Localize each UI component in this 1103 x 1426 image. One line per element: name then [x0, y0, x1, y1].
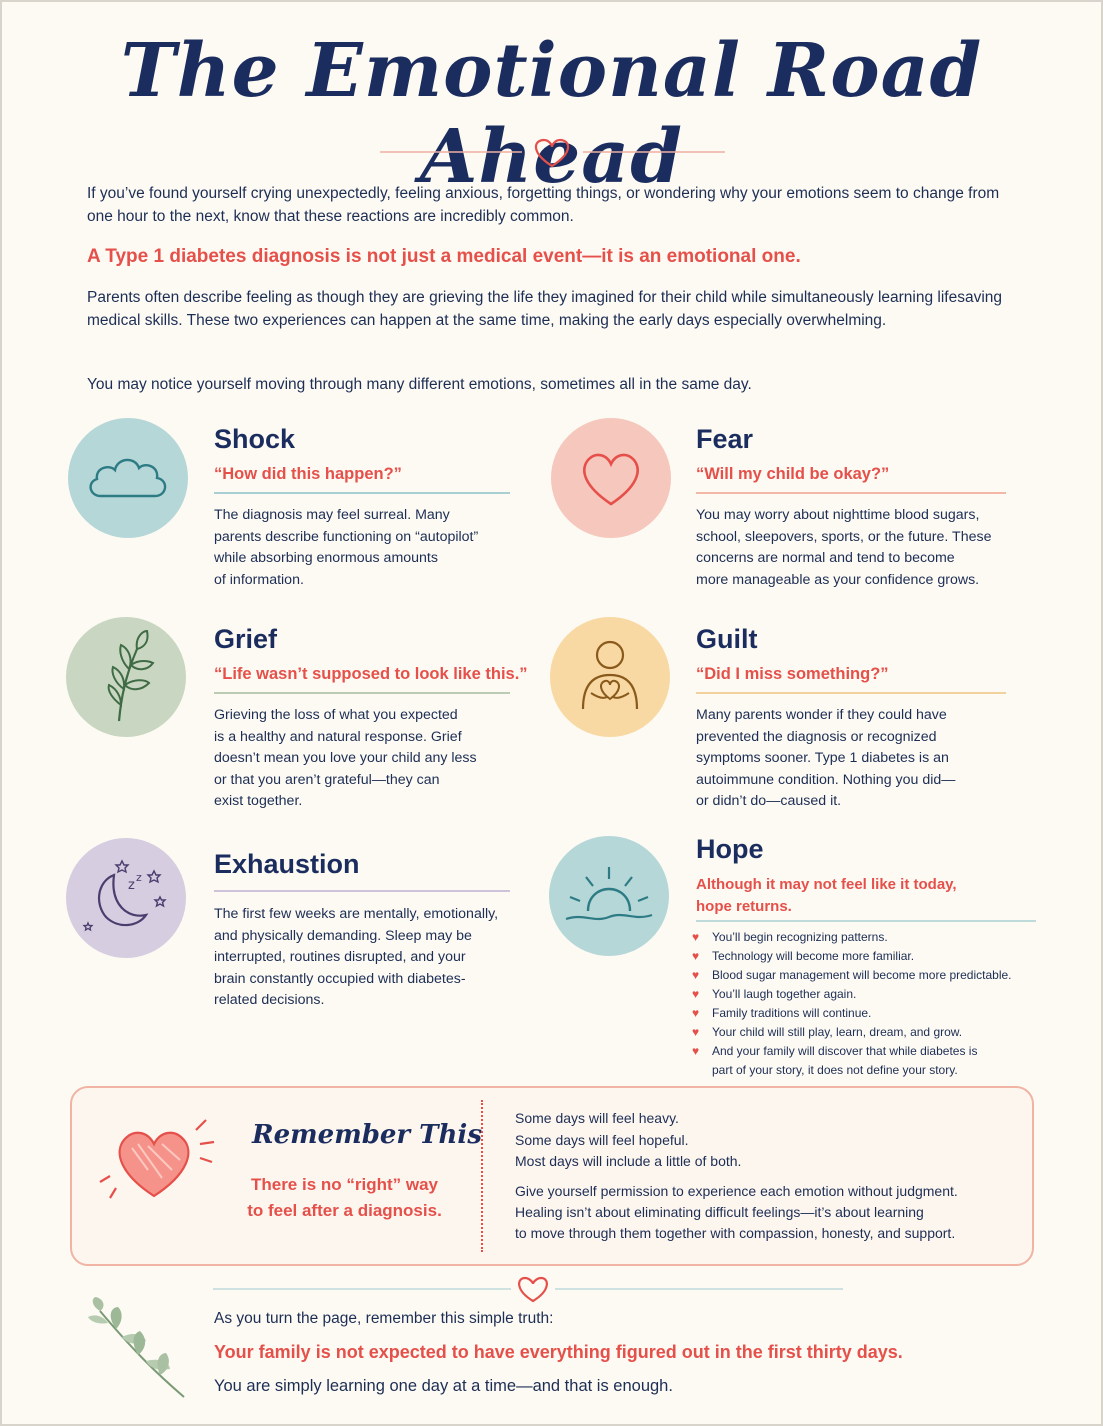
heart-bullet-icon: ♥	[692, 1044, 700, 1058]
remember-lines: Some days will feel heavy. Some days will feel hopeful. Most days will include a little of both.	[515, 1110, 742, 1169]
intro-paragraph-3: You may notice yourself moving through many different emotions, sometimes all in the same day.	[87, 376, 752, 393]
fear-quote: “Will my child be okay?”	[696, 465, 890, 483]
intro-highlight: A Type 1 diabetes diagnosis is not just a medical event—it is an emotional one.	[87, 246, 801, 267]
heart-bullet-icon: ♥	[692, 1025, 700, 1039]
shock-body: The diagnosis may feel surreal. Many parents describe functioning on “autopilot” while absorbing enormous amounts of information.	[214, 507, 479, 588]
shock-title: Shock	[214, 424, 296, 454]
shock-rule	[214, 492, 510, 494]
heart-illustration-icon	[92, 1108, 222, 1208]
hope-title: Hope	[696, 834, 764, 864]
fear-rule	[696, 492, 1006, 494]
guilt-body: Many parents wonder if they could have prevented the diagnosis or recognized symptoms sooner. Type 1 diabetes is an autoimmune condition. Nothing you did— or didn’t do—caused it.	[696, 707, 956, 809]
list-item: ♥ Your child will still play, learn, dream, and grow.	[692, 1023, 1052, 1042]
grief-rule	[214, 692, 510, 694]
exhaustion-rule	[214, 890, 510, 892]
bottom-heart-divider	[213, 1273, 843, 1305]
grief-title: Grief	[214, 624, 278, 654]
closing-highlight: Your family is not expected to have everything figured out in the first thirty days.	[214, 1342, 903, 1362]
guilt-quote: “Did I miss something?”	[696, 665, 889, 683]
exhaustion-title: Exhaustion	[214, 849, 360, 879]
heart-bullet-icon: ♥	[692, 987, 700, 1001]
leaf-branch-icon	[86, 1295, 196, 1400]
remember-divider	[481, 1100, 483, 1252]
moon-stars-icon	[76, 853, 176, 943]
closing-intro: As you turn the page, remember this simple truth:	[214, 1310, 554, 1327]
heart-icon	[576, 446, 646, 510]
guilt-circle	[550, 617, 670, 737]
heart-bullet-icon: ♥	[692, 949, 700, 963]
hope-circle	[549, 836, 669, 956]
fear-title: Fear	[696, 424, 754, 454]
grief-circle	[66, 617, 186, 737]
grief-body: Grieving the loss of what you expected is a healthy and natural response. Grief doesn’t mean you love your child any less or that you aren’t grateful—they can exist together.	[214, 707, 477, 809]
list-item-continued: part of your story, it does not define your story.	[712, 1063, 958, 1077]
list-item: ♥ Blood sugar management will become more predictable.	[692, 966, 1052, 985]
heart-icon	[519, 1278, 547, 1301]
heart-bullet-icon: ♥	[692, 968, 700, 982]
hope-list	[692, 928, 1052, 1080]
shock-circle	[68, 418, 188, 538]
list-item: ♥ Technology will become more familiar.	[692, 947, 1052, 966]
guilt-rule	[696, 692, 1006, 694]
sunrise-icon	[564, 861, 654, 931]
heart-icon	[536, 140, 568, 166]
svg-text:z: z	[128, 878, 135, 893]
intro-paragraph-2: Parents often describe feeling as though they are grieving the life they imagined for their child while simultaneously learning lifesaving medical skills. These two experiences can happen at the same time, making the early days especially overwhelming.	[87, 289, 1003, 329]
guilt-title: Guilt	[696, 624, 758, 654]
title-heart-divider	[380, 136, 725, 170]
remember-title: Remember This	[252, 1120, 482, 1150]
remember-paragraph: Give yourself permission to experience each emotion without judgment. Healing isn’t about eliminating difficult feelings—it’s about learning to move through them together with compassion, honesty, and support.	[515, 1183, 958, 1241]
hope-quote: Although it may not feel like it today, hope returns.	[696, 876, 957, 915]
person-heart-icon	[575, 637, 645, 717]
list-item: ♥ You’ll laugh together again.	[692, 985, 1052, 1004]
list-item: ♥ And your family will discover that while diabetes is	[692, 1042, 1052, 1061]
fear-body: You may worry about nighttime blood sugars, school, sleepovers, sports, or the future. These concerns are normal and tend to become more manageable as your confidence grows.	[696, 507, 992, 588]
leaf-icon	[91, 629, 161, 725]
heart-bullet-icon: ♥	[692, 930, 700, 944]
page-title: The Emotional Road Ahead	[120, 28, 983, 200]
exhaustion-circle	[66, 838, 186, 958]
cloud-icon	[83, 448, 173, 508]
closing-final: You are simply learning one day at a time—and that is enough.	[214, 1377, 673, 1395]
list-item: ♥ You’ll begin recognizing patterns.	[692, 928, 1052, 947]
grief-quote: “Life wasn’t supposed to look like this.”	[214, 665, 528, 683]
heart-bullet-icon: ♥	[692, 1006, 700, 1020]
fear-circle	[551, 418, 671, 538]
svg-text:z: z	[136, 871, 142, 884]
hope-rule	[696, 920, 1036, 922]
shock-quote: “How did this happen?”	[214, 465, 402, 483]
remember-subtitle: There is no “right” way to feel after a diagnosis.	[247, 1175, 442, 1220]
exhaustion-body: The first few weeks are mentally, emotionally, and physically demanding. Sleep may be interrupted, routines disrupted, and your brain constantly occupied with diabetes- related decisions.	[214, 906, 499, 1008]
list-item: ♥ Family traditions will continue.	[692, 1004, 1052, 1023]
intro-paragraph: If you’ve found yourself crying unexpectedly, feeling anxious, forgetting things, or wondering why your emotions seem to change from one hour to the next, know that these reactions are incredibly common.	[87, 185, 1000, 225]
